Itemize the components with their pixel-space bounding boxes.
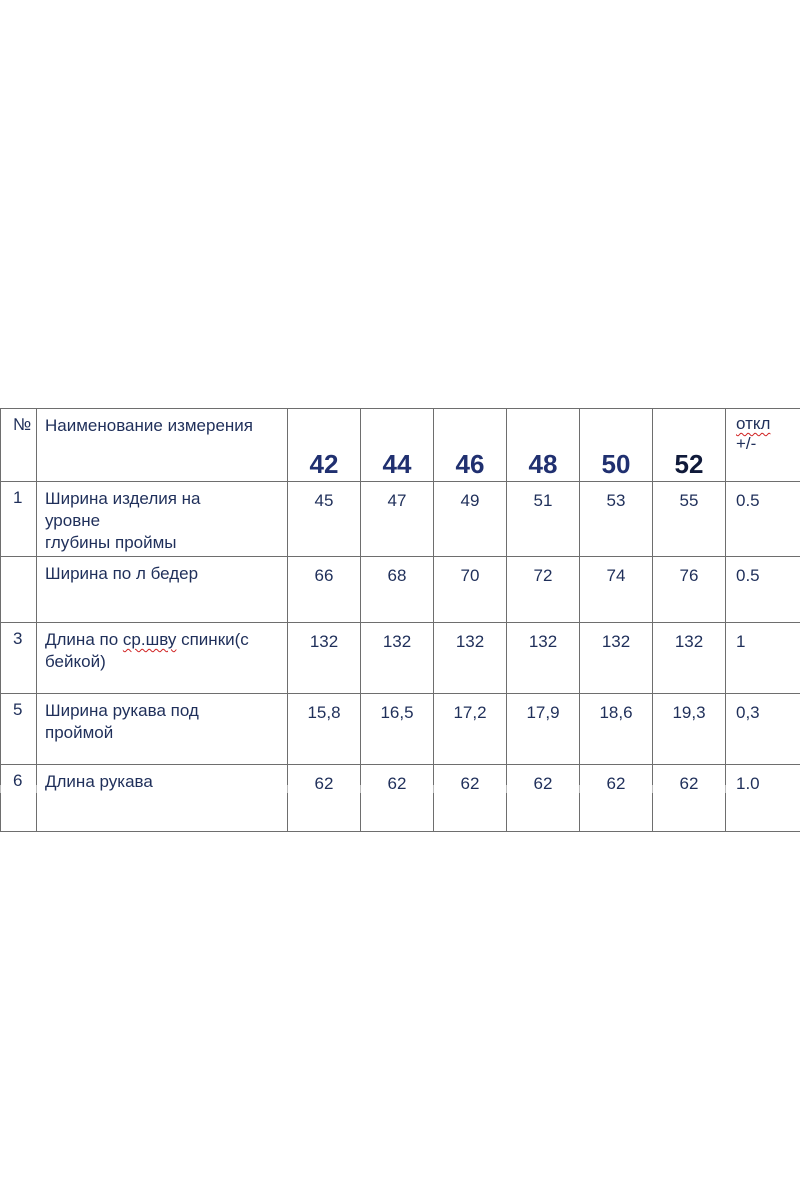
value-cell: 132	[361, 623, 434, 694]
value-cell: 62	[361, 765, 434, 832]
value-cell: 17,9	[507, 694, 580, 765]
value-cell: 49	[434, 482, 507, 557]
value-cell: 16,5	[361, 694, 434, 765]
row-number: 3	[1, 623, 37, 694]
table-header-row	[1, 409, 800, 482]
name-line: проймой	[45, 723, 114, 742]
tolerance-cell: 0,3	[726, 694, 800, 765]
header-size-52: 52	[653, 409, 726, 482]
table-row	[1, 557, 800, 623]
header-tolerance-line2: +/-	[736, 434, 757, 453]
name-part: спинки(с	[176, 630, 249, 649]
header-size-48: 48	[507, 409, 580, 482]
value-cell: 62	[507, 765, 580, 832]
header-measurement-name: Наименование измерения	[37, 409, 288, 482]
value-cell: 66	[288, 557, 361, 623]
table-row	[1, 765, 800, 832]
value-cell: 45	[288, 482, 361, 557]
name-line: Ширина изделия на	[45, 489, 201, 508]
value-cell: 53	[580, 482, 653, 557]
value-cell: 132	[653, 623, 726, 694]
value-cell: 19,3	[653, 694, 726, 765]
name-line: Длина рукава	[45, 772, 153, 791]
row-measurement-name	[37, 623, 288, 694]
spellcheck-marked-word: ср.шву	[122, 630, 177, 649]
value-cell: 62	[288, 765, 361, 832]
name-line: Ширина рукава под	[45, 701, 199, 720]
value-cell: 132	[288, 623, 361, 694]
value-cell: 132	[507, 623, 580, 694]
tolerance-cell: 0.5	[726, 482, 800, 557]
name-line	[45, 629, 283, 651]
row-number	[1, 557, 37, 623]
value-cell: 62	[653, 765, 726, 832]
value-cell: 62	[434, 765, 507, 832]
header-tolerance	[726, 409, 800, 482]
name-part: Длина по	[45, 630, 123, 649]
size-chart-table	[0, 408, 800, 832]
name-line: бейкой)	[45, 652, 106, 671]
name-line: уровне	[45, 511, 101, 530]
header-size-42: 42	[288, 409, 361, 482]
header-tolerance-line1: откл	[736, 414, 771, 433]
value-cell: 51	[507, 482, 580, 557]
name-line: глубины проймы	[45, 533, 177, 552]
row-number: 5	[1, 694, 37, 765]
table-row	[1, 482, 800, 557]
row-number: 1	[1, 482, 37, 557]
value-cell: 18,6	[580, 694, 653, 765]
value-cell: 132	[434, 623, 507, 694]
header-size-44: 44	[361, 409, 434, 482]
value-cell: 70	[434, 557, 507, 623]
header-number: №	[1, 409, 37, 482]
row-measurement-name	[37, 482, 288, 557]
value-cell: 132	[580, 623, 653, 694]
value-cell: 55	[653, 482, 726, 557]
row-measurement-name	[37, 694, 288, 765]
tolerance-cell: 0.5	[726, 557, 800, 623]
header-size-50: 50	[580, 409, 653, 482]
row-measurement-name	[37, 557, 288, 623]
table-row	[1, 694, 800, 765]
value-cell: 47	[361, 482, 434, 557]
value-cell: 76	[653, 557, 726, 623]
value-cell: 72	[507, 557, 580, 623]
value-cell: 74	[580, 557, 653, 623]
row-number: 6	[1, 765, 37, 832]
value-cell: 15,8	[288, 694, 361, 765]
value-cell: 62	[580, 765, 653, 832]
header-size-46: 46	[434, 409, 507, 482]
row-measurement-name	[37, 765, 288, 832]
tolerance-cell: 1	[726, 623, 800, 694]
name-line: Ширина по л бедер	[45, 564, 199, 583]
table-row	[1, 623, 800, 694]
tolerance-cell: 1.0	[726, 765, 800, 832]
value-cell: 68	[361, 557, 434, 623]
value-cell: 17,2	[434, 694, 507, 765]
